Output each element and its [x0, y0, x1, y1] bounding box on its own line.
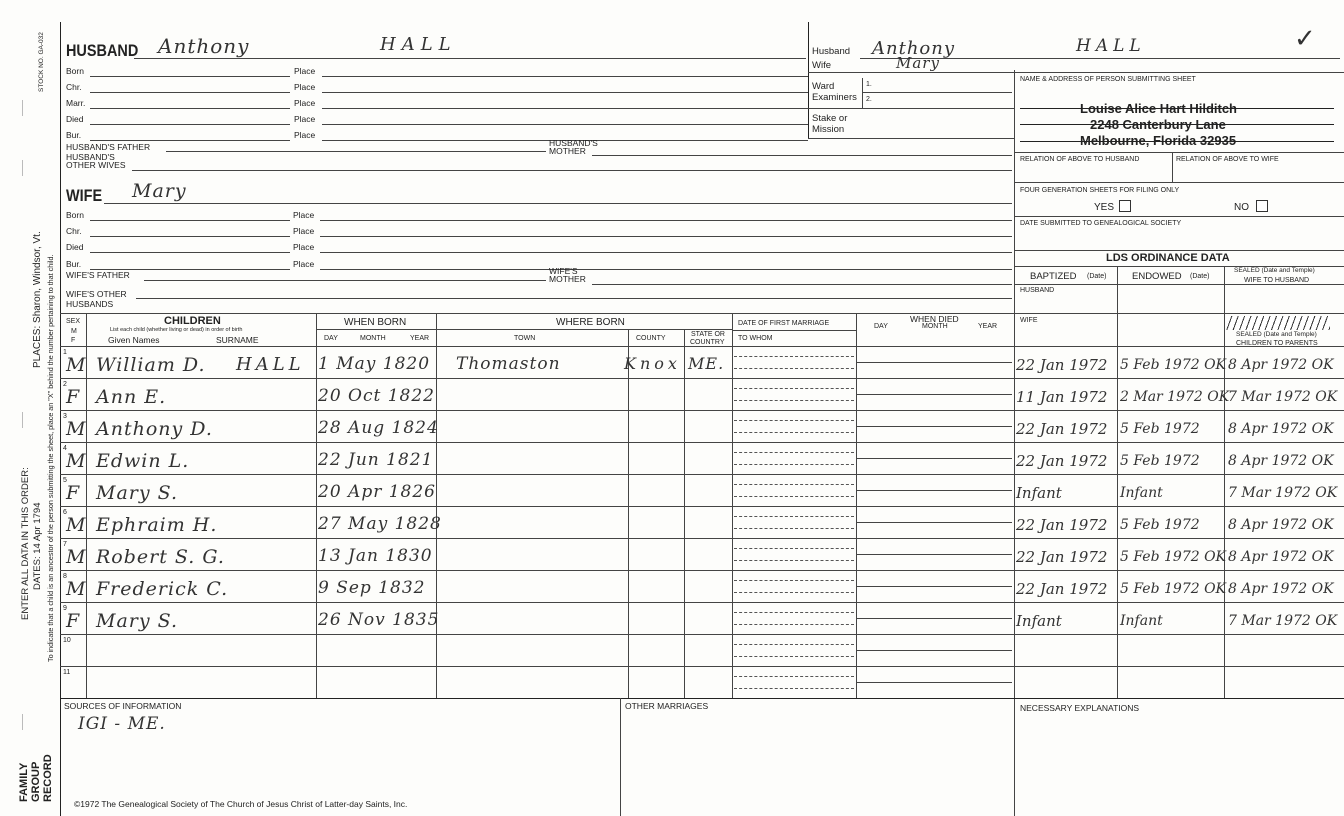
child-death-bracket — [856, 348, 857, 362]
punch-hole-mark — [22, 714, 23, 730]
child-sex: F — [66, 386, 81, 408]
husband-other-wives-line — [132, 170, 1012, 171]
child-death-bracket — [856, 636, 857, 650]
child-marriage-line — [734, 496, 854, 497]
child-death-line — [856, 618, 1012, 619]
husband-mother-line — [592, 155, 1012, 156]
child-marriage-line — [734, 452, 854, 453]
sources-label: SOURCES OF INFORMATION — [64, 701, 182, 711]
enter-all-data: ENTER ALL DATA IN THIS ORDER: — [20, 467, 31, 620]
child-row-line — [60, 666, 1344, 667]
child-number: 5 — [63, 477, 67, 484]
submitter-city: Melbourne, Florida 32935 — [1080, 133, 1237, 148]
relation-wife-label: RELATION OF ABOVE TO WIFE — [1176, 156, 1279, 163]
yes-checkbox[interactable] — [1119, 200, 1131, 212]
strike-line-2 — [1020, 124, 1334, 125]
child-sealed: 7 Mar 1972 OK — [1228, 485, 1338, 501]
child-number: 10 — [63, 637, 71, 644]
surname-label: SURNAME — [216, 335, 259, 345]
child-row-line — [60, 410, 1344, 411]
child-birth-town: Thomaston — [456, 354, 561, 374]
child-baptized: Infant — [1016, 484, 1062, 502]
submitter-street: 2248 Canterbury Lane — [1090, 117, 1226, 132]
husband-marr-label: Marr. — [66, 98, 86, 108]
child-given-name: Ann E. — [96, 386, 167, 408]
no-checkbox[interactable] — [1256, 200, 1268, 212]
copyright: ©1972 The Genealogical Society of The Church of Jesus Christ of Latter-day Saints, Inc. — [74, 799, 408, 809]
child-row-line — [60, 442, 1344, 443]
child-given-name: Robert S. G. — [96, 546, 225, 568]
husband-died-line — [90, 124, 290, 125]
wife-chr-line — [90, 236, 290, 237]
child-sex: M — [66, 578, 87, 600]
sex-f-label: F — [71, 337, 76, 344]
child-baptized: 22 Jan 1972 — [1016, 548, 1108, 566]
to-whom-label: TO WHOM — [738, 335, 773, 342]
husband-died-label: Died — [66, 114, 84, 124]
child-marriage-line — [734, 624, 854, 625]
hdr-husband-label: Husband — [812, 46, 851, 57]
wife-father-label: WIFE'S FATHER — [66, 270, 130, 280]
child-death-line — [856, 490, 1012, 491]
wife-mother-label-1: WIFE'S — [549, 266, 578, 276]
places-line: PLACES: Sharon, Windsor, Vt. — [32, 231, 43, 368]
child-marriage-line — [734, 432, 854, 433]
sex-m-label: M — [71, 328, 77, 335]
child-death-bracket — [856, 668, 857, 682]
child-death-line — [856, 458, 1012, 459]
lds-header-bottom — [1014, 284, 1344, 285]
child-birth-date: 9 Sep 1832 — [318, 578, 426, 598]
wife-mother-line — [592, 284, 1012, 285]
husband-died-place-label: Place — [294, 114, 316, 124]
hdr-wife-label: Wife — [812, 60, 831, 71]
sealed-wife-label-2: WIFE TO HUSBAND — [1244, 277, 1310, 284]
examiners-label: Examiners — [812, 92, 857, 103]
child-birth-date: 1 May 1820 — [318, 354, 431, 374]
child-number: 9 — [63, 605, 67, 612]
footer-div-1 — [620, 698, 621, 816]
child-row-line — [60, 634, 1344, 635]
child-death-line — [856, 682, 1012, 683]
form-title-record: RECORD — [42, 754, 54, 802]
wife-heading: WIFE — [66, 186, 103, 205]
husband-marr-line — [90, 108, 290, 109]
child-endowed: 5 Feb 1972 — [1120, 453, 1200, 469]
wife-chr-place-label: Place — [293, 226, 315, 236]
punch-hole-mark — [22, 100, 23, 116]
child-endowed: 2 Mar 1972 OK — [1120, 389, 1230, 405]
child-marriage-line — [734, 464, 854, 465]
child-baptized: 11 Jan 1972 — [1016, 388, 1108, 406]
four-gen-bottom — [1014, 216, 1344, 217]
endowed-label: ENDOWED — [1132, 271, 1182, 282]
examiners-divider — [862, 78, 863, 108]
date-submitted-label: DATE SUBMITTED TO GENEALOGICAL SOCIETY — [1020, 220, 1182, 227]
when-died-label: WHEN DIED — [910, 314, 959, 324]
husband-chr-place-line — [322, 92, 808, 93]
child-row-line — [60, 506, 1344, 507]
husband-born-line — [90, 76, 290, 77]
town-label: TOWN — [514, 335, 536, 342]
examiner-mid-line — [862, 92, 1012, 93]
child-sealed: 8 Apr 1972 OK — [1228, 549, 1334, 565]
husband-name-line — [134, 58, 806, 59]
wife-name-line — [104, 203, 1012, 204]
child-marriage-line — [734, 368, 854, 369]
wife-born-place-line — [320, 220, 1012, 221]
husband-bur-place-label: Place — [294, 130, 316, 140]
child-row-line — [60, 378, 1344, 379]
no-label: NO — [1234, 202, 1249, 213]
child-sealed: 8 Apr 1972 OK — [1228, 357, 1334, 373]
stake-bottom-line — [808, 138, 1014, 139]
child-birth-date: 13 Jan 1830 — [318, 546, 433, 566]
children-label: CHILDREN — [164, 315, 221, 327]
sex-label: SEX — [66, 318, 81, 325]
child-death-line — [856, 394, 1012, 395]
child-number: 6 — [63, 509, 67, 516]
year-label: YEAR — [410, 335, 430, 342]
stake-label: Stake or — [812, 113, 848, 124]
child-birth-date: 20 Oct 1822 — [318, 386, 435, 406]
child-birth-date: 20 Apr 1826 — [318, 482, 436, 502]
husband-heading: HUSBAND — [66, 41, 139, 60]
husband-bur-label: Bur. — [66, 130, 82, 140]
child-death-line — [856, 426, 1012, 427]
wife-father-line — [144, 280, 546, 281]
submitter-heading: NAME & ADDRESS OF PERSON SUBMITTING SHEET — [1020, 76, 1196, 83]
wife-chr-label: Chr. — [66, 226, 82, 236]
sealed-children-label-2: CHILDREN TO PARENTS — [1236, 340, 1318, 347]
wife-born-place-label: Place — [293, 210, 315, 220]
husband-bur-line — [90, 140, 290, 141]
child-death-bracket — [856, 444, 857, 458]
form-title-family: FAMILY — [18, 762, 30, 802]
child-death-line — [856, 586, 1012, 587]
endowed-date-label: (Date) — [1190, 273, 1210, 280]
child-number: 3 — [63, 413, 67, 420]
children-header-top — [60, 313, 1014, 314]
wife-bur-place-line — [320, 269, 1012, 270]
husband-other-wives-label-2: OTHER WIVES — [66, 160, 126, 170]
when-born-sub-line — [316, 329, 436, 330]
child-row-line — [60, 570, 1344, 571]
mission-label: Mission — [812, 124, 845, 135]
first-marriage-label: DATE OF FIRST MARRIAGE — [738, 320, 830, 327]
given-names-label: Given Names — [108, 335, 160, 345]
county-label: COUNTY — [636, 335, 666, 342]
indicate-note: To indicate that a child is an ancestor of the person submitting the sheet, place an "X" behind the number pertaining to that child. — [46, 254, 55, 662]
sealed-children-hatch — [1226, 316, 1330, 330]
child-sealed: 7 Mar 1972 OK — [1228, 389, 1338, 405]
day-label: DAY — [324, 335, 338, 342]
child-baptized: 22 Jan 1972 — [1016, 420, 1108, 438]
died-year-label: YEAR — [978, 323, 998, 330]
child-marriage-line — [734, 580, 854, 581]
child-marriage-line — [734, 484, 854, 485]
where-born-sub-line — [436, 329, 732, 330]
wife-bur-label: Bur. — [66, 259, 82, 269]
child-given-name: Ephraim H. — [96, 514, 218, 536]
child-marriage-line — [734, 388, 854, 389]
husband-born-place-line — [322, 76, 808, 77]
child-death-bracket — [856, 412, 857, 426]
wife-other-husbands-line — [136, 298, 1012, 299]
dates-line: DATES: 14 Apr 1794 — [32, 502, 43, 590]
wife-chr-place-line — [320, 236, 1012, 237]
state-label-1: STATE OR — [691, 331, 725, 338]
husband-given-name: Anthony — [158, 34, 250, 58]
month-label: MONTH — [360, 335, 386, 342]
child-sex: M — [66, 418, 87, 440]
child-endowed: 5 Feb 1972 OK — [1120, 357, 1227, 373]
child-death-bracket — [856, 604, 857, 618]
husband-surname: HALL — [380, 34, 457, 55]
child-surname: HALL — [236, 354, 305, 375]
child-sex: F — [66, 610, 81, 632]
wife-died-place-label: Place — [293, 242, 315, 252]
wife-other-husbands-label-2: HUSBANDS — [66, 299, 114, 309]
child-endowed: Infant — [1120, 613, 1163, 629]
child-number: 7 — [63, 541, 67, 548]
strike-line-3 — [1020, 141, 1334, 142]
lds-husband-label: HUSBAND — [1020, 287, 1055, 294]
submitter-bottom — [1014, 152, 1344, 153]
child-sealed: 8 Apr 1972 OK — [1228, 453, 1334, 469]
wife-bur-place-label: Place — [293, 259, 315, 269]
child-baptized: 22 Jan 1972 — [1016, 580, 1108, 598]
child-given-name: Mary S. — [96, 482, 179, 504]
child-death-line — [856, 650, 1012, 651]
child-row-line — [60, 474, 1344, 475]
child-birth-date: 28 Aug 1824 — [318, 418, 439, 438]
stock-number: STOCK NO. GA-032 — [38, 32, 45, 92]
child-death-bracket — [856, 476, 857, 490]
child-marriage-line — [734, 644, 854, 645]
husband-father-line — [166, 151, 546, 152]
child-sealed: 8 Apr 1972 OK — [1228, 517, 1334, 533]
child-marriage-line — [734, 516, 854, 517]
wife-died-place-line — [320, 252, 1012, 253]
husband-marr-place-line — [322, 108, 808, 109]
form-title-group: GROUP — [30, 761, 42, 802]
baptized-date-label: (Date) — [1087, 273, 1107, 280]
husband-born-label: Born — [66, 66, 84, 76]
baptized-label: BAPTIZED — [1030, 271, 1077, 282]
child-marriage-line — [734, 612, 854, 613]
check-mark: ✓ — [1294, 24, 1317, 54]
child-death-bracket — [856, 508, 857, 522]
lds-husband-bottom — [1014, 313, 1344, 314]
child-birth-date: 27 May 1828 — [318, 514, 442, 534]
state-label-2: COUNTRY — [690, 339, 725, 346]
lds-title: LDS ORDINANCE DATA — [1106, 252, 1230, 264]
child-death-line — [856, 362, 1012, 363]
form-left-border — [60, 22, 61, 816]
child-sex: M — [66, 354, 87, 376]
hdr-husband-surname: HALL — [1076, 36, 1146, 56]
child-endowed: 5 Feb 1972 OK — [1120, 581, 1227, 597]
relation-husband-label: RELATION OF ABOVE TO HUSBAND — [1020, 156, 1140, 163]
child-marriage-line — [734, 400, 854, 401]
child-birth-date: 22 Jun 1821 — [318, 450, 434, 470]
examiner-2: 2. — [866, 96, 872, 103]
examiner-bottom-line — [808, 108, 1014, 109]
when-born-label: WHEN BORN — [344, 317, 407, 328]
died-month-label: MONTH — [922, 323, 948, 330]
child-marriage-line — [734, 688, 854, 689]
husband-mother-label-1: HUSBAND'S — [549, 138, 598, 148]
child-endowed: 5 Feb 1972 — [1120, 421, 1200, 437]
child-sealed: 7 Mar 1972 OK — [1228, 613, 1338, 629]
child-endowed: Infant — [1120, 485, 1163, 501]
yes-label: YES — [1094, 202, 1115, 213]
child-marriage-line — [734, 420, 854, 421]
child-marriage-line — [734, 548, 854, 549]
punch-hole-mark — [22, 160, 23, 176]
necessary-explanations-label: NECESSARY EXPLANATIONS — [1020, 703, 1140, 713]
date-submitted-bottom — [1014, 250, 1344, 251]
ward-label: Ward — [812, 81, 835, 92]
other-marriages-label: OTHER MARRIAGES — [625, 701, 709, 711]
child-number: 2 — [63, 381, 67, 388]
husband-died-place-line — [322, 124, 808, 125]
child-marriage-line — [734, 356, 854, 357]
husband-chr-label: Chr. — [66, 82, 82, 92]
child-death-line — [856, 522, 1012, 523]
wife-other-husbands-label-1: WIFE'S OTHER — [66, 289, 127, 299]
child-given-name: William D. — [96, 354, 206, 376]
child-number: 11 — [63, 669, 71, 676]
child-death-bracket — [856, 540, 857, 554]
wife-died-label: Died — [66, 242, 84, 252]
marriage-sub-line — [732, 330, 856, 331]
where-born-label: WHERE BORN — [556, 317, 625, 328]
child-endowed: 5 Feb 1972 OK — [1120, 549, 1227, 565]
husband-marr-place-label: Place — [294, 98, 316, 108]
sources-value: IGI - ME. — [78, 714, 166, 734]
col-town-end — [628, 329, 629, 698]
lds-wife-label: WIFE — [1020, 317, 1038, 324]
husband-mother-label-2: MOTHER — [549, 146, 586, 156]
child-given-name: Edwin L. — [96, 450, 190, 472]
sealed-children-label-1: SEALED (Date and Temple) — [1236, 331, 1317, 338]
wife-mother-label-2: MOTHER — [549, 274, 586, 284]
husband-chr-place-label: Place — [294, 82, 316, 92]
child-sex: M — [66, 514, 87, 536]
wife-died-line — [90, 252, 290, 253]
child-sealed: 8 Apr 1972 OK — [1228, 581, 1334, 597]
child-birth-county: Knox — [624, 354, 681, 373]
punch-hole-mark — [22, 412, 23, 428]
col-county-end — [684, 329, 685, 698]
child-given-name: Frederick C. — [96, 578, 229, 600]
child-birth-state: ME. — [688, 354, 725, 373]
hdr-wife-given: Mary — [896, 54, 940, 72]
husband-father-label: HUSBAND'S FATHER — [66, 142, 151, 152]
child-death-bracket — [856, 572, 857, 586]
examiner-1: 1. — [866, 81, 872, 88]
child-baptized: 22 Jan 1972 — [1016, 356, 1108, 374]
child-sex: F — [66, 482, 81, 504]
child-number: 1 — [63, 349, 67, 356]
wife-given-name: Mary — [132, 180, 187, 202]
child-marriage-line — [734, 676, 854, 677]
husband-born-place-label: Place — [294, 66, 316, 76]
child-row-line — [60, 538, 1344, 539]
child-number: 4 — [63, 445, 67, 452]
relation-bottom — [1014, 182, 1344, 183]
sealed-wife-label-1: SEALED (Date and Temple) — [1234, 267, 1315, 274]
hdr-husband-given: Anthony — [872, 38, 956, 59]
husband-other-wives-label-1: HUSBAND'S — [66, 152, 115, 162]
child-marriage-line — [734, 528, 854, 529]
child-sealed: 8 Apr 1972 OK — [1228, 421, 1334, 437]
child-number: 8 — [63, 573, 67, 580]
child-given-name: Mary S. — [96, 610, 179, 632]
died-day-label: DAY — [874, 323, 888, 330]
child-marriage-line — [734, 560, 854, 561]
child-death-bracket — [856, 380, 857, 394]
child-given-name: Anthony D. — [96, 418, 213, 440]
child-marriage-line — [734, 592, 854, 593]
child-death-line — [856, 554, 1012, 555]
form-right-header-border — [808, 22, 809, 139]
child-baptized: Infant — [1016, 612, 1062, 630]
child-sex: M — [66, 546, 87, 568]
strike-line-1 — [1020, 108, 1334, 109]
wife-born-line — [90, 220, 290, 221]
child-endowed: 5 Feb 1972 — [1120, 517, 1200, 533]
husband-chr-line — [90, 92, 290, 93]
hdr-box-top — [808, 72, 1344, 73]
child-baptized: 22 Jan 1972 — [1016, 452, 1108, 470]
child-birth-date: 26 Nov 1835 — [318, 610, 440, 630]
submitter-name: Louise Alice Hart Hilditch — [1080, 101, 1237, 116]
wife-born-label: Born — [66, 210, 84, 220]
children-header-bottom — [60, 346, 1344, 347]
four-gen-label: FOUR GENERATION SHEETS FOR FILING ONLY — [1020, 187, 1180, 194]
child-baptized: 22 Jan 1972 — [1016, 516, 1108, 534]
child-row-line — [60, 602, 1344, 603]
child-sex: M — [66, 450, 87, 472]
children-table-bottom — [60, 698, 1344, 699]
children-instr: List each child (whether living or dead) in order of birth — [110, 327, 243, 333]
relation-divider — [1172, 152, 1173, 182]
child-marriage-line — [734, 656, 854, 657]
